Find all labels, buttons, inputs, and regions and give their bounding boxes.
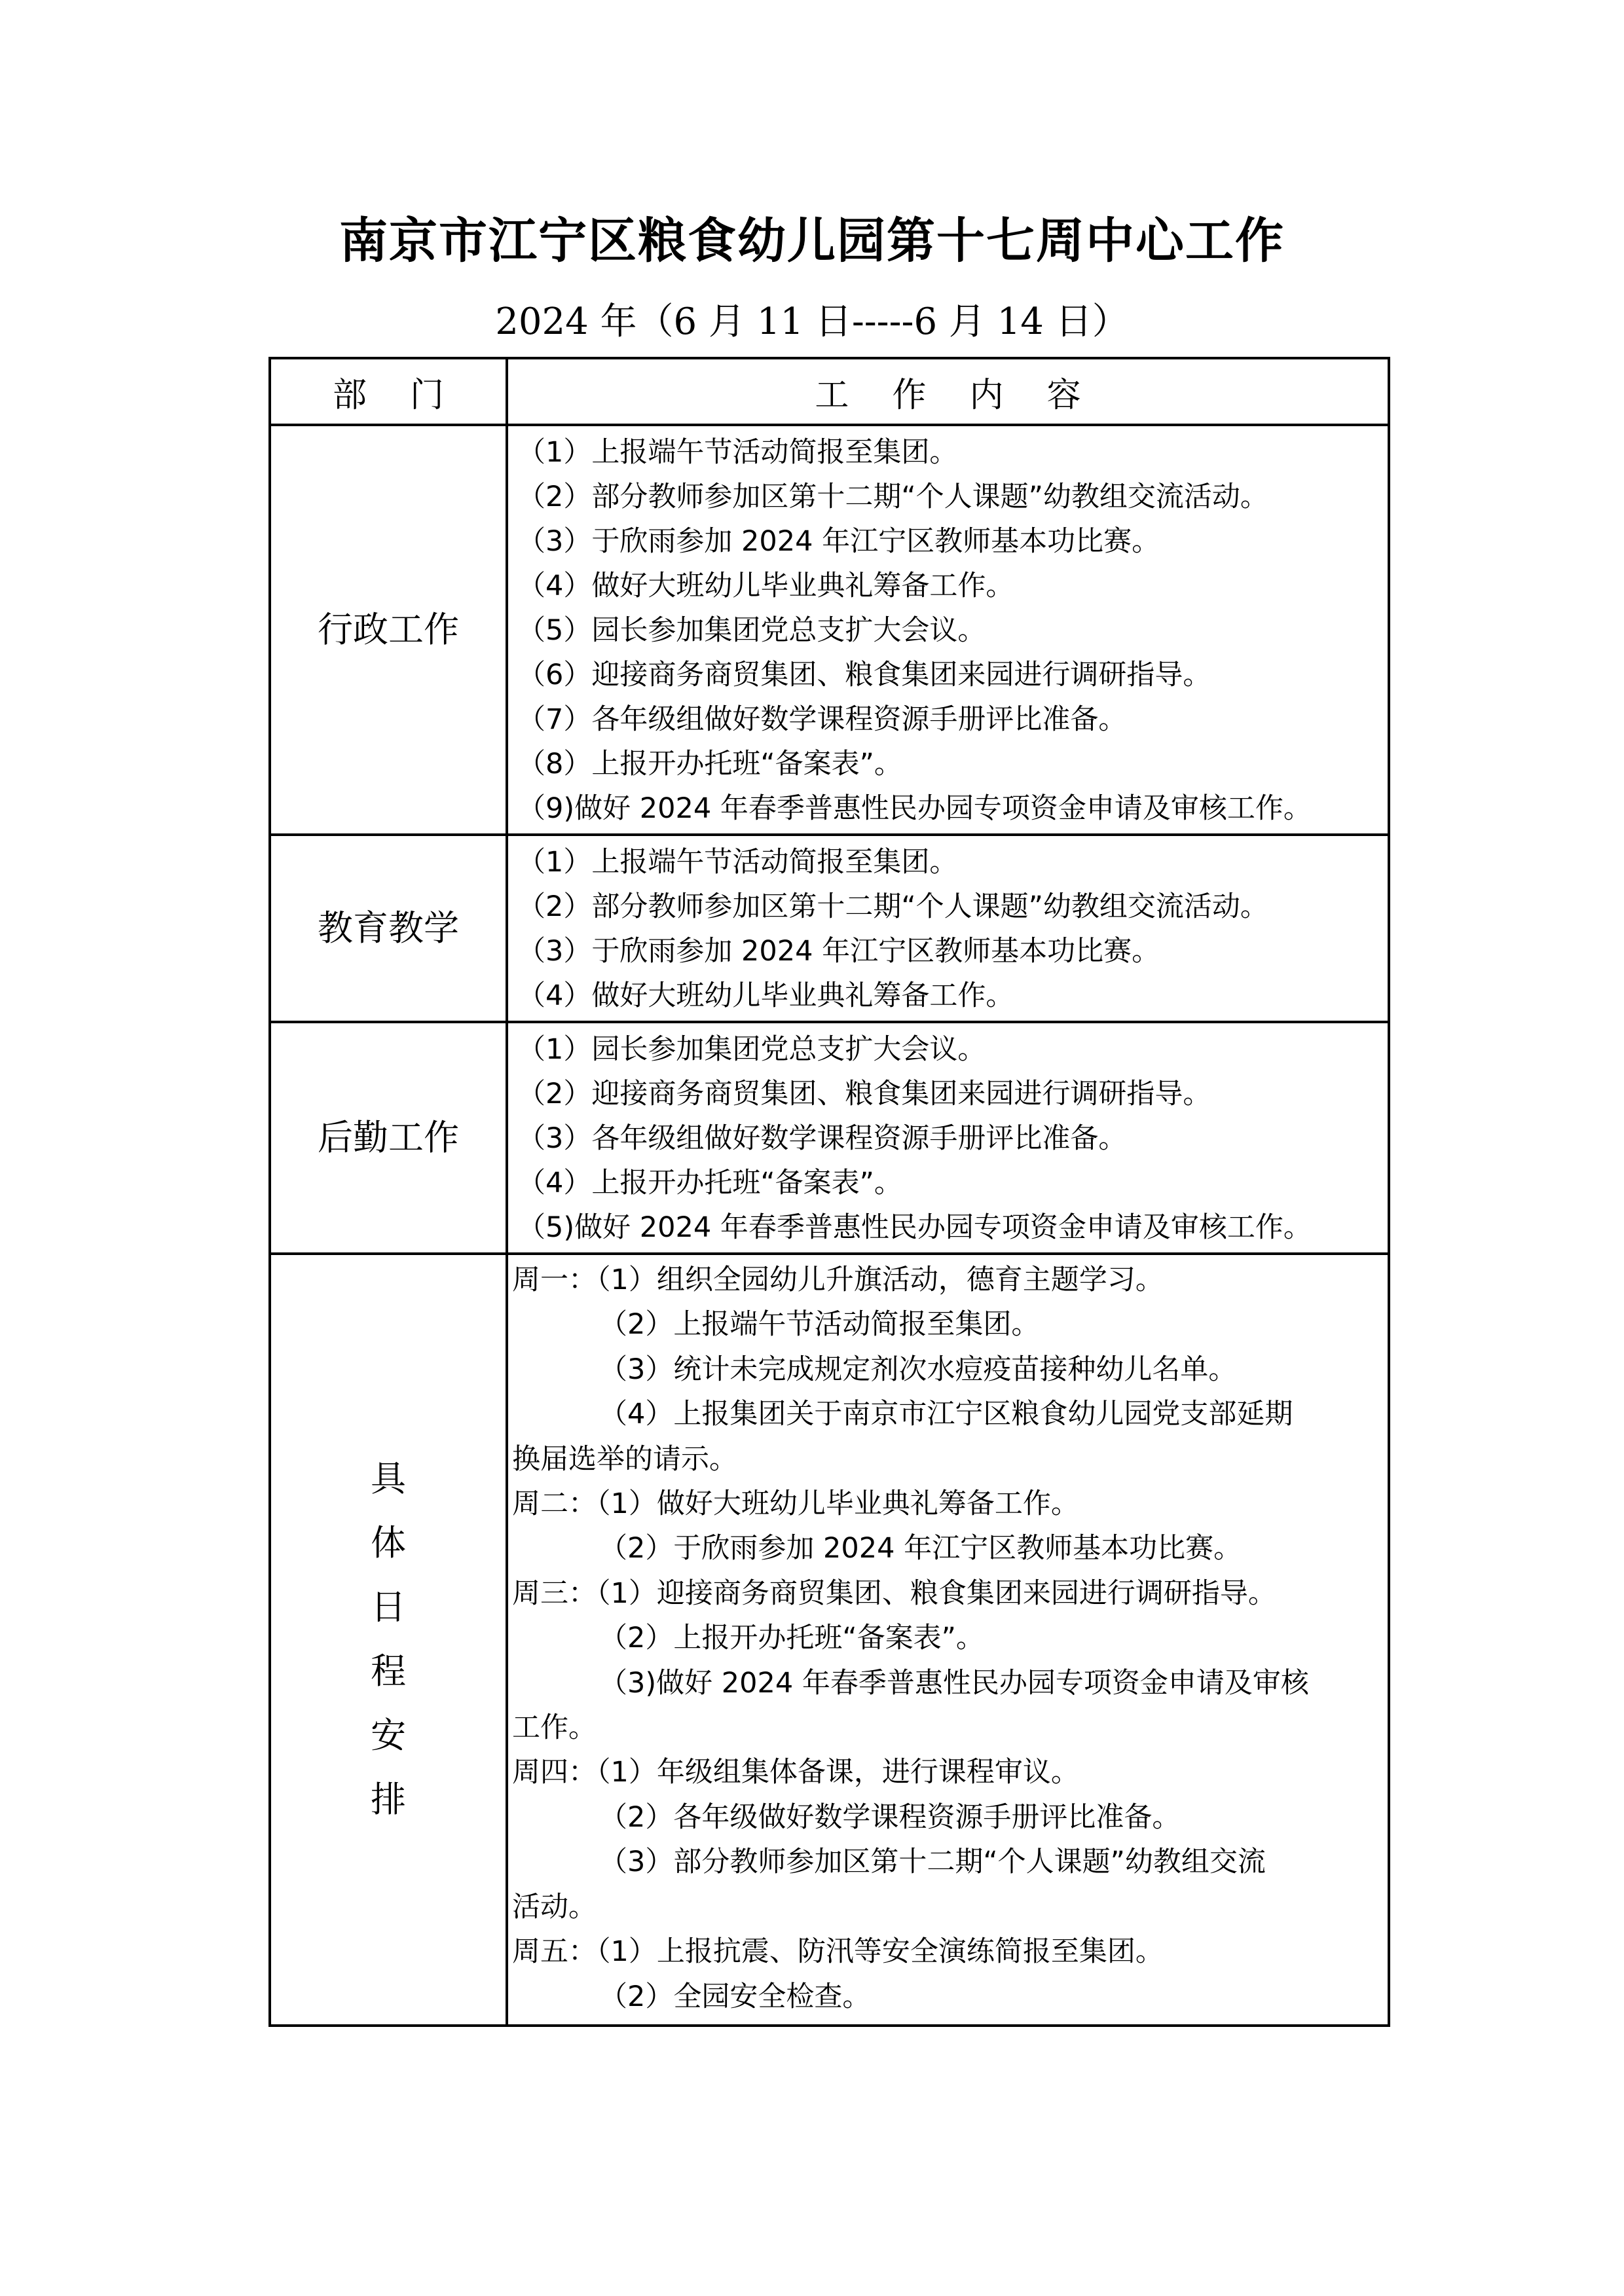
schedule-vertical-label xyxy=(371,1447,406,1832)
schedule-label-char: 具 xyxy=(371,1458,406,1500)
schedule-line: （2）上报端午节活动简报至集团。 xyxy=(599,1308,1040,1341)
list-item: （1）上报端午节活动简报至集团。 xyxy=(517,436,958,469)
list-item: （9)做好 2024 年春季普惠性民办园专项资金申请及审核工作。 xyxy=(517,792,1312,825)
schedule-label-char: 程 xyxy=(371,1650,406,1692)
schedule-label-char: 排 xyxy=(371,1779,406,1821)
work-table xyxy=(268,357,1390,2027)
logistics-items xyxy=(507,1022,1389,1254)
list-item: （5）园长参加集团党总支扩大会议。 xyxy=(517,614,986,647)
table-row xyxy=(270,1022,1389,1254)
list-item: （1）园长参加集团党总支扩大会议。 xyxy=(517,1033,986,1066)
header-dept: 部 门 xyxy=(270,358,507,425)
schedule-items xyxy=(507,1254,1389,2026)
schedule-label-char: 体 xyxy=(371,1522,406,1564)
schedule-line: 换届选举的请示。 xyxy=(512,1442,737,1476)
admin-items xyxy=(507,425,1389,835)
list-item: （8）上报开办托班“备案表”。 xyxy=(517,748,902,780)
date-range: 2024 年（6 月 11 日-----6 月 14 日） xyxy=(495,301,1129,343)
schedule-line: 周四：（1）年级组集体备课，进行课程审议。 xyxy=(512,1756,1079,1789)
table-row xyxy=(270,425,1389,835)
schedule-line: 周五：（1）上报抗震、防汛等安全演练简报至集团。 xyxy=(512,1935,1164,1969)
schedule-line: （3）部分教师参加区第十二期“个人课题”幼教组交流 xyxy=(599,1846,1266,1879)
list-item: （4）做好大班幼儿毕业典礼筹备工作。 xyxy=(517,979,1014,1012)
list-item: （3）于欣雨参加 2024 年江宁区教师基本功比赛。 xyxy=(517,525,1160,558)
list-item: （7）各年级组做好数学课程资源手册评比准备。 xyxy=(517,703,1127,736)
dept-logistics: 后勤工作 xyxy=(270,1022,507,1254)
list-item: （2）部分教师参加区第十二期“个人课题”幼教组交流活动。 xyxy=(517,481,1268,513)
dept-admin: 行政工作 xyxy=(270,425,507,835)
schedule-line: 周三：（1）迎接商务商贸集团、粮食集团来园进行调研指导。 xyxy=(512,1576,1276,1610)
dept-education: 教育教学 xyxy=(270,835,507,1022)
table-row xyxy=(270,1254,1389,2026)
list-item: （1）上报端午节活动简报至集团。 xyxy=(517,846,958,879)
schedule-line: （3）统计未完成规定剂次水痘疫苗接种幼儿名单。 xyxy=(599,1353,1237,1386)
list-item: （2）迎接商务商贸集团、粮食集团来园进行调研指导。 xyxy=(517,1078,1211,1110)
header-content: 工 作 内 容 xyxy=(507,358,1389,425)
document-title: 南京市江宁区粮食幼儿园第十七周中心工作 xyxy=(339,213,1285,269)
list-item: （3）各年级组做好数学课程资源手册评比准备。 xyxy=(517,1122,1127,1155)
list-item: （2）部分教师参加区第十二期“个人课题”幼教组交流活动。 xyxy=(517,890,1268,923)
schedule-line: 工作。 xyxy=(512,1711,597,1745)
schedule-line: （2）全园安全检查。 xyxy=(599,1980,871,2013)
dept-schedule xyxy=(270,1254,507,2026)
schedule-line: 活动。 xyxy=(512,1890,597,1923)
schedule-line: （2）于欣雨参加 2024 年江宁区教师基本功比赛。 xyxy=(599,1532,1242,1565)
schedule-line: 周二：（1）做好大班幼儿毕业典礼筹备工作。 xyxy=(512,1487,1079,1521)
education-items xyxy=(507,835,1389,1022)
table-row xyxy=(270,835,1389,1022)
schedule-line: （3)做好 2024 年春季普惠性民办园专项资金申请及审核 xyxy=(599,1666,1309,1700)
list-item: （5)做好 2024 年春季普惠性民办园专项资金申请及审核工作。 xyxy=(517,1211,1312,1244)
table-header-row xyxy=(270,358,1389,425)
schedule-line: （2）上报开办托班“备案表”。 xyxy=(599,1622,984,1655)
list-item: （6）迎接商务商贸集团、粮食集团来园进行调研指导。 xyxy=(517,659,1211,691)
list-item: （3）于欣雨参加 2024 年江宁区教师基本功比赛。 xyxy=(517,935,1160,968)
schedule-label-char: 安 xyxy=(371,1715,406,1757)
schedule-label-char: 日 xyxy=(371,1586,406,1628)
schedule-line: （4）上报集团关于南京市江宁区粮食幼儿园党支部延期 xyxy=(599,1398,1293,1431)
list-item: （4）做好大班幼儿毕业典礼筹备工作。 xyxy=(517,570,1014,602)
schedule-line: 周一：（1）组织全园幼儿升旗活动，德育主题学习。 xyxy=(512,1264,1164,1296)
list-item: （4）上报开办托班“备案表”。 xyxy=(517,1167,902,1199)
schedule-line: （2）各年级做好数学课程资源手册评比准备。 xyxy=(599,1800,1181,1834)
